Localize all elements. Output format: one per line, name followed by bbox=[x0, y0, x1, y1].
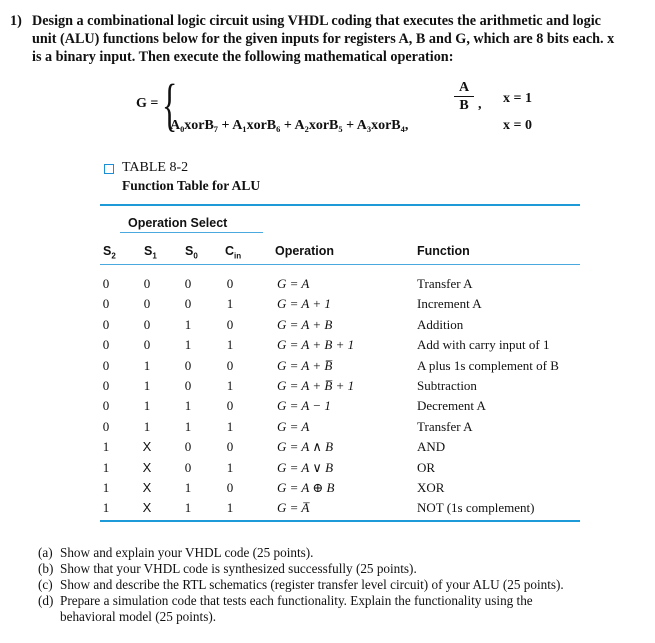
cell-operation: G = A + B̅ + 1 bbox=[277, 378, 355, 393]
cell-s0: 1 bbox=[184, 419, 192, 434]
fraction-denominator: B bbox=[459, 98, 469, 113]
piecewise-equation bbox=[0, 0, 655, 160]
fraction-comma: , bbox=[478, 97, 482, 112]
sub-question-text: Prepare a simulation code that tests each functionality. Explain the functionality using the bbox=[60, 593, 533, 608]
header-operation: Operation bbox=[275, 244, 335, 258]
cell-s0: 0 bbox=[184, 439, 192, 454]
cell-s2: 0 bbox=[102, 337, 110, 352]
cell-s2: 0 bbox=[102, 358, 110, 373]
sub-question-label: (c) bbox=[38, 577, 53, 592]
cell-s0: 1 bbox=[184, 480, 192, 495]
cell-cin: 1 bbox=[226, 378, 234, 393]
cell-function: AND bbox=[417, 439, 446, 454]
table-caption-subtitle: Function Table for ALU bbox=[122, 178, 261, 193]
header-s1-sub: 1 bbox=[152, 251, 157, 261]
cell-operation: G = A ∨ B bbox=[277, 460, 334, 475]
cell-operation: G = A ⊕ B bbox=[277, 480, 335, 495]
equation-xor-sum: A₀xorB₇ + A₁xorB₆ + A₂xorB₅ + A₃xorB₄, bbox=[170, 118, 409, 133]
cell-operation: G = A + 1 bbox=[277, 296, 331, 311]
cell-s2: 1 bbox=[102, 439, 110, 454]
cell-s1: X bbox=[142, 500, 152, 515]
equation-lhs: G = bbox=[136, 96, 159, 111]
cell-cin: 1 bbox=[226, 296, 234, 311]
cell-function: Subtraction bbox=[417, 378, 477, 393]
cell-operation: G = A + B̅ bbox=[277, 358, 333, 373]
cell-s2: 1 bbox=[102, 460, 110, 475]
header-function: Function bbox=[417, 244, 470, 258]
header-s1 bbox=[144, 244, 157, 261]
cell-function: Add with carry input of 1 bbox=[417, 337, 550, 352]
condition-x-equals-1: x = 1 bbox=[503, 91, 532, 106]
cell-cin: 1 bbox=[226, 500, 234, 515]
cell-s0: 0 bbox=[184, 460, 192, 475]
cell-s1: X bbox=[142, 480, 152, 495]
cell-s1: 1 bbox=[143, 358, 151, 373]
cell-function: Increment A bbox=[417, 296, 482, 311]
sub-question-text: Show and explain your VHDL code (25 points). bbox=[60, 545, 314, 560]
cell-function: Decrement A bbox=[417, 398, 486, 413]
cell-s2: 0 bbox=[102, 296, 110, 311]
cell-operation: G = A̅ bbox=[277, 500, 310, 515]
cell-s2: 0 bbox=[102, 317, 110, 332]
cell-s0: 1 bbox=[184, 337, 192, 352]
cell-cin: 1 bbox=[226, 419, 234, 434]
operation-select-header: Operation Select bbox=[128, 216, 228, 230]
operation-select-rule bbox=[120, 232, 263, 233]
sub-question-label: (d) bbox=[38, 593, 54, 608]
cell-operation: G = A ∧ B bbox=[277, 439, 334, 454]
cell-function: XOR bbox=[417, 480, 445, 495]
table-marker-square-icon bbox=[104, 164, 114, 174]
cell-s1: 1 bbox=[143, 378, 151, 393]
cell-function: NOT (1s complement) bbox=[417, 500, 535, 515]
cell-cin: 0 bbox=[226, 480, 234, 495]
header-s2-sub: 2 bbox=[111, 251, 116, 261]
header-s0-sub: 0 bbox=[193, 251, 198, 261]
table-top-rule bbox=[100, 204, 580, 206]
cell-function: Transfer A bbox=[417, 276, 473, 291]
fraction-bar bbox=[454, 96, 474, 97]
cell-function: OR bbox=[417, 460, 436, 475]
table-caption-title: TABLE 8-2 bbox=[122, 160, 189, 175]
question-line-3: is a binary input. Then execute the following mathematical operation: bbox=[32, 49, 454, 65]
fraction-numerator: A bbox=[458, 80, 470, 95]
cell-s0: 1 bbox=[184, 500, 192, 515]
header-s1-letter: S bbox=[144, 244, 153, 258]
cell-s2: 1 bbox=[102, 480, 110, 495]
cell-s0: 1 bbox=[184, 317, 192, 332]
cell-cin: 1 bbox=[226, 337, 234, 352]
cell-cin: 0 bbox=[226, 276, 234, 291]
cell-s0: 0 bbox=[184, 276, 192, 291]
header-s0 bbox=[185, 244, 198, 261]
cell-s1: 0 bbox=[143, 276, 151, 291]
cell-s1: 1 bbox=[143, 398, 151, 413]
cell-s1: 0 bbox=[143, 337, 151, 352]
header-cin bbox=[225, 244, 241, 261]
cell-function: A plus 1s complement of B bbox=[417, 358, 559, 373]
question-line-1: Design a combinational logic circuit using VHDL coding that executes the arithmetic and logic bbox=[32, 13, 601, 29]
sub-question-label: (a) bbox=[38, 545, 53, 560]
header-s0-letter: S bbox=[185, 244, 194, 258]
sub-question-text: behavioral model (25 points). bbox=[60, 609, 217, 624]
cell-s0: 0 bbox=[184, 378, 192, 393]
fraction-a-over-b bbox=[452, 80, 476, 113]
header-s2 bbox=[103, 244, 116, 261]
table-bottom-rule bbox=[100, 520, 580, 522]
question-line-2: unit (ALU) functions below for the given inputs for registers A, B and G, which are 8 bits each. x bbox=[32, 31, 615, 47]
cell-s0: 0 bbox=[184, 358, 192, 373]
cell-cin: 0 bbox=[226, 398, 234, 413]
header-cin-letter: C bbox=[225, 244, 235, 258]
sub-question-label: (b) bbox=[38, 561, 54, 576]
condition-x-equals-0: x = 0 bbox=[503, 118, 532, 133]
cell-s1: 1 bbox=[143, 419, 151, 434]
cell-cin: 0 bbox=[226, 439, 234, 454]
question-number: 1) bbox=[10, 13, 22, 29]
equation-brace: { bbox=[162, 72, 178, 137]
cell-cin: 0 bbox=[226, 317, 234, 332]
cell-operation: G = A bbox=[277, 276, 310, 291]
sub-question-text: Show that your VHDL code is synthesized successfully (25 points). bbox=[60, 561, 417, 576]
cell-s2: 1 bbox=[102, 500, 110, 515]
cell-s1: X bbox=[142, 439, 152, 454]
cell-s1: X bbox=[142, 460, 152, 475]
cell-s1: 0 bbox=[143, 296, 151, 311]
header-bottom-rule bbox=[100, 264, 580, 265]
cell-s0: 1 bbox=[184, 398, 192, 413]
header-cin-sub: in bbox=[234, 251, 242, 261]
cell-operation: G = A − 1 bbox=[277, 398, 331, 413]
cell-s1: 0 bbox=[143, 317, 151, 332]
cell-operation: G = A bbox=[277, 419, 310, 434]
cell-s2: 0 bbox=[102, 378, 110, 393]
header-s2-letter: S bbox=[103, 244, 112, 258]
cell-cin: 1 bbox=[226, 460, 234, 475]
cell-operation: G = A + B bbox=[277, 317, 333, 332]
cell-function: Addition bbox=[417, 317, 464, 332]
cell-operation: G = A + B + 1 bbox=[277, 337, 355, 352]
cell-s0: 0 bbox=[184, 296, 192, 311]
cell-s2: 0 bbox=[102, 398, 110, 413]
sub-question-text: Show and describe the RTL schematics (register transfer level circuit) of your ALU (25 points). bbox=[60, 577, 564, 592]
cell-function: Transfer A bbox=[417, 419, 473, 434]
cell-s2: 0 bbox=[102, 419, 110, 434]
cell-cin: 0 bbox=[226, 358, 234, 373]
cell-s2: 0 bbox=[102, 276, 110, 291]
